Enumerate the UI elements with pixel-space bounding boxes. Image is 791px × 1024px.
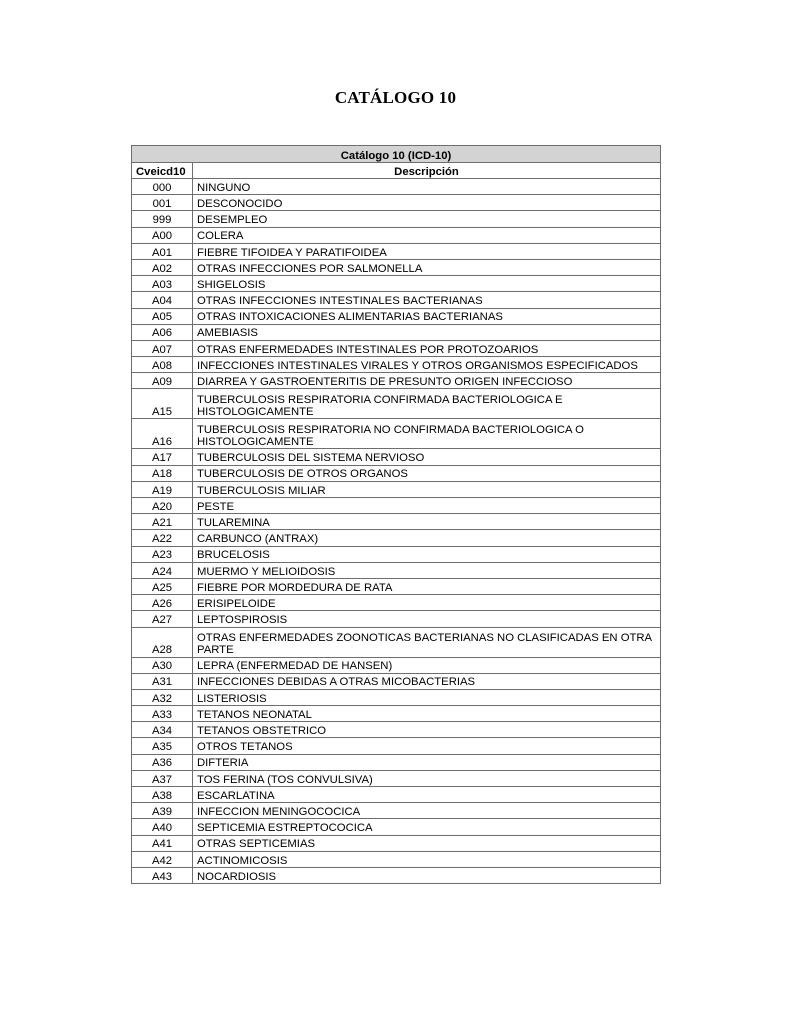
icd-code-cell: A03	[132, 276, 193, 292]
icd-code-cell: A18	[132, 465, 193, 481]
table-row	[132, 546, 661, 562]
description-cell: MUERMO Y MELIOIDOSIS	[193, 562, 661, 578]
icd-code-cell: A30	[132, 657, 193, 673]
table-row	[132, 530, 661, 546]
description-cell: SHIGELOSIS	[193, 276, 661, 292]
description-cell: COLERA	[193, 227, 661, 243]
table-row	[132, 673, 661, 689]
description-cell: INFECCION MENINGOCOCICA	[193, 803, 661, 819]
column-header-description: Descripción	[193, 163, 661, 179]
icd-code-cell: 000	[132, 179, 193, 195]
table-row	[132, 787, 661, 803]
description-cell: TUBERCULOSIS MILIAR	[193, 481, 661, 497]
description-cell: BRUCELOSIS	[193, 546, 661, 562]
table-row	[132, 722, 661, 738]
table-caption-row	[132, 146, 661, 163]
icd-code-cell: A02	[132, 259, 193, 275]
icd-code-cell: A42	[132, 851, 193, 867]
description-cell: PESTE	[193, 498, 661, 514]
icd-code-cell: A26	[132, 595, 193, 611]
icd-code-cell: A33	[132, 706, 193, 722]
icd-code-cell: A19	[132, 481, 193, 497]
table-body	[132, 179, 661, 884]
table-row	[132, 819, 661, 835]
description-cell: OTRAS ENFERMEDADES ZOONOTICAS BACTERIANAS NO CLASIFICADAS EN OTRA PARTE	[193, 627, 661, 657]
icd-code-cell: A31	[132, 673, 193, 689]
table-row	[132, 211, 661, 227]
table-row	[132, 706, 661, 722]
table-row	[132, 803, 661, 819]
description-cell: TUBERCULOSIS DE OTROS ORGANOS	[193, 465, 661, 481]
catalog-table	[131, 145, 661, 884]
icd-code-cell: A01	[132, 243, 193, 259]
icd-code-cell: A17	[132, 449, 193, 465]
icd-code-cell: A09	[132, 373, 193, 389]
icd-code-cell: A35	[132, 738, 193, 754]
table-row	[132, 243, 661, 259]
table-row	[132, 340, 661, 356]
icd-code-cell: A21	[132, 514, 193, 530]
description-cell: TULAREMINA	[193, 514, 661, 530]
table-row	[132, 627, 661, 657]
table-row	[132, 770, 661, 786]
table-row	[132, 419, 661, 449]
description-cell: LEPRA (ENFERMEDAD DE HANSEN)	[193, 657, 661, 673]
icd-code-cell: A27	[132, 611, 193, 627]
column-header-code: Cveicd10	[132, 163, 193, 179]
table-row	[132, 465, 661, 481]
description-cell: NOCARDIOSIS	[193, 867, 661, 883]
table-row	[132, 562, 661, 578]
icd-code-cell: A06	[132, 324, 193, 340]
description-cell: DESCONOCIDO	[193, 195, 661, 211]
icd-code-cell: 001	[132, 195, 193, 211]
icd-code-cell: A04	[132, 292, 193, 308]
icd-code-cell: A08	[132, 357, 193, 373]
table-row	[132, 689, 661, 705]
table-row	[132, 389, 661, 419]
description-cell: LISTERIOSIS	[193, 689, 661, 705]
table-row	[132, 227, 661, 243]
table-row	[132, 259, 661, 275]
icd-code-cell: A20	[132, 498, 193, 514]
icd-code-cell: A22	[132, 530, 193, 546]
table-row	[132, 498, 661, 514]
table-row	[132, 578, 661, 594]
description-cell: OTRAS ENFERMEDADES INTESTINALES POR PROTOZOARIOS	[193, 340, 661, 356]
table-header-row	[132, 163, 661, 179]
page-title: CATÁLOGO 10	[334, 88, 457, 107]
table-row	[132, 835, 661, 851]
icd-code-cell: A41	[132, 835, 193, 851]
description-cell: FIEBRE TIFOIDEA Y PARATIFOIDEA	[193, 243, 661, 259]
table-row	[132, 851, 661, 867]
table-row	[132, 324, 661, 340]
icd-code-cell: A34	[132, 722, 193, 738]
description-cell: TETANOS NEONATAL	[193, 706, 661, 722]
description-cell: LEPTOSPIROSIS	[193, 611, 661, 627]
description-cell: SEPTICEMIA ESTREPTOCOCICA	[193, 819, 661, 835]
table-row	[132, 738, 661, 754]
table-row	[132, 276, 661, 292]
icd-code-cell: A37	[132, 770, 193, 786]
description-cell: CARBUNCO (ANTRAX)	[193, 530, 661, 546]
icd-code-cell: A07	[132, 340, 193, 356]
description-cell: INFECCIONES INTESTINALES VIRALES Y OTROS ORGANISMOS ESPECIFICADOS	[193, 357, 661, 373]
icd-code-cell: A39	[132, 803, 193, 819]
table-row	[132, 611, 661, 627]
icd-code-cell: A32	[132, 689, 193, 705]
icd-code-cell: A40	[132, 819, 193, 835]
icd-code-cell: A00	[132, 227, 193, 243]
table-row	[132, 754, 661, 770]
icd-code-cell: 999	[132, 211, 193, 227]
icd-code-cell: A16	[132, 419, 193, 449]
table-row	[132, 657, 661, 673]
icd-code-cell: A43	[132, 867, 193, 883]
table-row	[132, 514, 661, 530]
description-cell: OTROS TETANOS	[193, 738, 661, 754]
table-row	[132, 373, 661, 389]
icd-code-cell: A23	[132, 546, 193, 562]
description-cell: OTRAS INFECCIONES INTESTINALES BACTERIANAS	[193, 292, 661, 308]
description-cell: OTRAS SEPTICEMIAS	[193, 835, 661, 851]
description-cell: ACTINOMICOSIS	[193, 851, 661, 867]
description-cell: DESEMPLEO	[193, 211, 661, 227]
description-cell: ERISIPELOIDE	[193, 595, 661, 611]
icd-code-cell: A25	[132, 578, 193, 594]
table-row	[132, 449, 661, 465]
description-cell: OTRAS INFECCIONES POR SALMONELLA	[193, 259, 661, 275]
description-cell: INFECCIONES DEBIDAS A OTRAS MICOBACTERIAS	[193, 673, 661, 689]
icd-code-cell: A24	[132, 562, 193, 578]
description-cell: DIFTERIA	[193, 754, 661, 770]
table-row	[132, 179, 661, 195]
description-cell: TUBERCULOSIS RESPIRATORIA CONFIRMADA BACTERIOLOGICA E HISTOLOGICAMENTE	[193, 389, 661, 419]
icd-code-cell: A28	[132, 627, 193, 657]
table-row	[132, 357, 661, 373]
description-cell: NINGUNO	[193, 179, 661, 195]
icd-code-cell: A36	[132, 754, 193, 770]
description-cell: AMEBIASIS	[193, 324, 661, 340]
table-row	[132, 195, 661, 211]
description-cell: DIARREA Y GASTROENTERITIS DE PRESUNTO ORIGEN INFECCIOSO	[193, 373, 661, 389]
icd-code-cell: A15	[132, 389, 193, 419]
description-cell: TETANOS OBSTETRICO	[193, 722, 661, 738]
table-caption: Catálogo 10 (ICD-10)	[132, 146, 661, 163]
table-row	[132, 308, 661, 324]
description-cell: FIEBRE POR MORDEDURA DE RATA	[193, 578, 661, 594]
table-row	[132, 292, 661, 308]
table-row	[132, 595, 661, 611]
table-row	[132, 867, 661, 883]
icd-code-cell: A38	[132, 787, 193, 803]
table-row	[132, 481, 661, 497]
description-cell: TUBERCULOSIS DEL SISTEMA NERVIOSO	[193, 449, 661, 465]
description-cell: TOS FERINA (TOS CONVULSIVA)	[193, 770, 661, 786]
icd-code-cell: A05	[132, 308, 193, 324]
description-cell: OTRAS INTOXICACIONES ALIMENTARIAS BACTERIANAS	[193, 308, 661, 324]
description-cell: ESCARLATINA	[193, 787, 661, 803]
description-cell: TUBERCULOSIS RESPIRATORIA NO CONFIRMADA BACTERIOLOGICA O HISTOLOGICAMENTE	[193, 419, 661, 449]
